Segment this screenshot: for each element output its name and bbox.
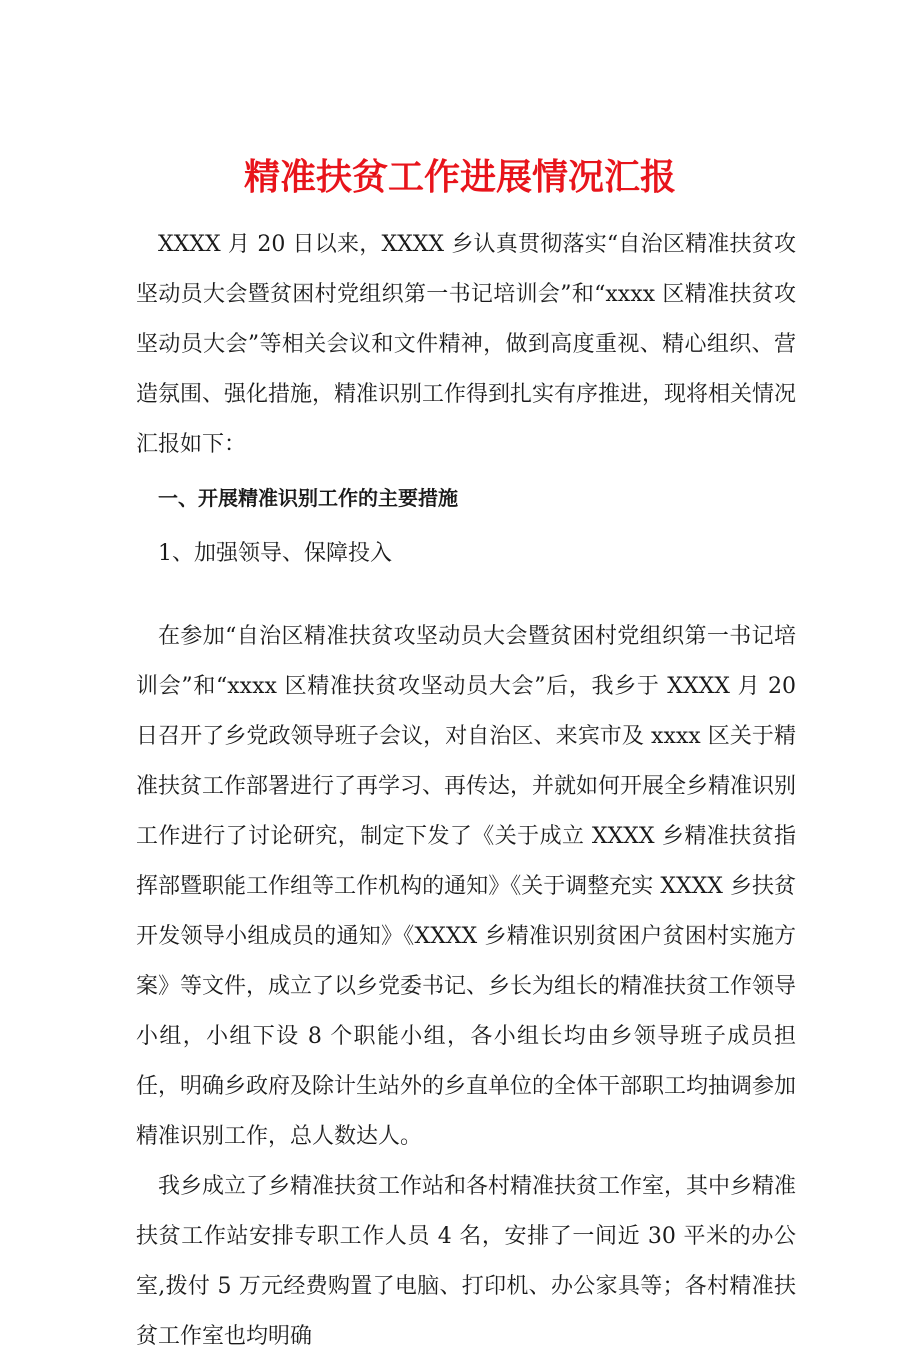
section-heading: 一、开展精准识别工作的主要措施 bbox=[158, 486, 458, 510]
intro-paragraph: XXXX 月 20 日以来，XXXX 乡认真贯彻落实“自治区精准扶贫攻坚动员大会暨贫困村党组织第一书记培训会”和“xxxx 区精准扶贫攻坚动员大会”等相关会议和文件精神，做到高度重视、精心组织、营造氛围、强化措施，精准识别工作得到扎实有序推进，现将相关情况汇报如下： bbox=[136, 232, 797, 457]
body-paragraph: 我乡成立了乡精准扶贫工作站和各村精准扶贫工作室，其中乡精准扶贫工作站安排专职工作人员 4 名，安排了一间近 30 平米的办公室,拨付 5 万元经费购置了电脑、打印机、办公家具等；各村精准扶贫工作室也均明确 bbox=[136, 1174, 797, 1349]
paragraph-spacer bbox=[136, 582, 796, 612]
subsection-heading: 1、加强领导、保障投入 bbox=[158, 541, 392, 566]
document-title: 精准扶贫工作进展情况汇报 bbox=[243, 157, 676, 199]
document-body bbox=[136, 220, 796, 1362]
body-paragraph: 在参加“自治区精准扶贫攻坚动员大会暨贫困村党组织第一书记培训会”和“xxxx 区精准扶贫攻坚动员大会”后，我乡于 XXXX 月 20 日召开了乡党政领导班子会议，对自治区、来宾市及 xxxx 区关于精准扶贫工作部署进行了再学习、再传达，并就如何开展全乡精准识别工作进行了讨论研究，制定下发了《关于成立 XXXX 乡精准扶贫指挥部暨职能工作组等工作机构的通知》《关于调整充实 XXXX 乡扶贫开发领导小组成员的通知》《XXXX 乡精准识别贫困户贫困村实施方案》等文件，成立了以乡党委书记、乡长为组长的精准扶贫工作领导小组，小组下设 8 个职能小组，各小组长均由乡领导班子成员担任，明确乡政府及除计生站外的乡直单位的全体干部职工均抽调参加精准识别工作，总人数达人。 bbox=[136, 624, 797, 1149]
